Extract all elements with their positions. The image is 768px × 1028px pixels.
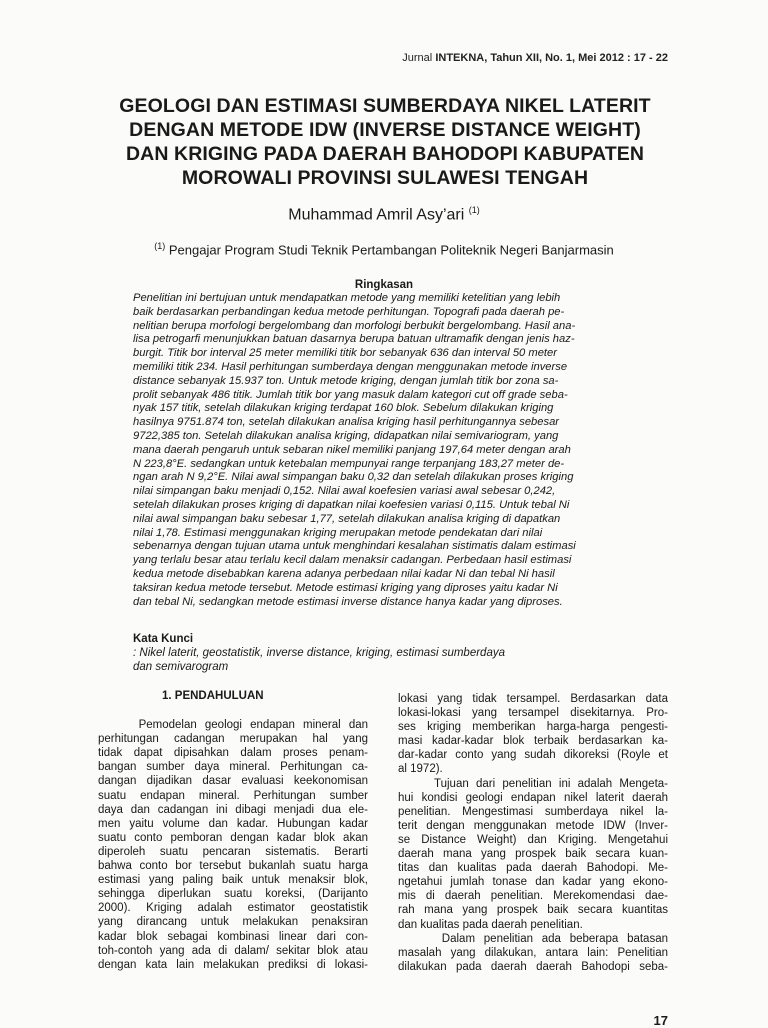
text-line: daya dan cadangan ini dibagi menjadi dua ele- — [98, 803, 368, 816]
text-line: yang terlalu besar atau terlalu kecil dalam menaksir cadangan. Perbedaan hasil estimasi — [133, 554, 572, 567]
section-heading: 1. PENDAHULUAN — [162, 690, 264, 702]
title-line: DENGAN METODE IDW (INVERSE DISTANCE WEIGHT) — [129, 119, 641, 141]
text-line: titas dan kualitas pada daerah Bahodopi. Me- — [398, 862, 668, 875]
text-line: baik berdasarkan perbandingan kedua metode perhitungan. Topografi pada daerah pe- — [133, 305, 565, 318]
text-line: ngetahui jumlah tonase dan kadar yang ekono- — [398, 876, 668, 889]
title-line: GEOLOGI DAN ESTIMASI SUMBERDAYA NIKEL LATERIT — [119, 95, 651, 117]
page-number: 17 — [653, 1013, 668, 1028]
text-line: rah mana yang prospek baik secara kuantitas — [398, 904, 668, 917]
text-line: diperoleh suatu pencaran sistematis. Berarti — [98, 845, 368, 858]
text-line: masi kadar-kadar blok terbaik berdasarkan ka- — [398, 735, 668, 748]
text-line: penelitian. Mengestimasi sumberdaya nikel la- — [398, 805, 668, 818]
text-line: hui kondisi geologi endapan nikel laterit daerah — [398, 791, 668, 804]
text-line: mana daerah pengaruh untuk sebaran nikel memiliki panjang 197,64 meter dengan arah — [133, 443, 571, 456]
text-line: setelah dilakukan proses kriging di dapatkan nilai koefesien variasi 0,115. Untuk tebal Ni — [133, 498, 570, 511]
abstract-heading: Ringkasan — [354, 279, 414, 291]
text-line: ngan arah N 9,2°E. Nilai awal simpangan baku 0,32 dan setelah dilakukan proses kriging — [133, 471, 574, 484]
text-line: nilai awal simpangan baku sebesar 1,77, setelah dilakukan analisa kriging di dapatkan — [133, 512, 561, 525]
text-line: daerah mana yang prospek baik secara kuan- — [398, 848, 668, 861]
text-line: dan kualitas pada daerah penelitian. — [398, 918, 583, 931]
text-line: lokasi-lokasi yang tersampel disekitarnya. Pro- — [398, 707, 668, 720]
text-line: Tujuan dari penelitian ini adalah Mengeta- — [398, 777, 668, 790]
text-line: Pemodelan geologi endapan mineral dan — [98, 719, 368, 732]
text-line: bahwa conto bor tersebut bukanlah suatu harga — [98, 860, 368, 873]
text-line: nelitian berupa morfologi bergelombang dan morfologi berbukit bergelombang. Hasil ana- — [133, 319, 576, 332]
text-line: memiliki titik 234. Hasil perhitungan sumberdaya dengan menggunakan metode inverse — [133, 360, 568, 373]
keywords-label: Kata Kunci — [133, 633, 194, 645]
text-line: dangan dijadikan dasar evaluasi keekonomisan — [98, 775, 368, 788]
text-line: sehingga diperlukan suatu koreksi, (Darijanto — [98, 888, 368, 901]
text-line: nyak 157 titik, setelah dilakukan kriging terdapat 160 blok. Sebelum dilakukan kriging — [133, 402, 554, 415]
text-line: Penelitian ini bertujuan untuk mendapatkan metode yang memiliki ketelitian yang lebih — [133, 292, 561, 304]
text-line: lokasi yang tidak tersampel. Berdasarkan data — [398, 693, 668, 705]
text-line: suatu endapan mineral. Perhitungan sumber — [98, 789, 368, 802]
text-line: suatu conto pemboran dengan kadar blok akan — [98, 831, 368, 844]
text-line: lisa petrogarfi menunjukkan batuan dasarnya berupa batuan ultramafik dengan jenis haz- — [133, 333, 575, 346]
text-line: mis di daerah penelitian. Merekomendasi dae- — [398, 890, 668, 903]
journal-name: INTEKNA, Tahun XII, No. 1, Mei 2012 : 17 - 22 — [435, 52, 668, 64]
paper-title — [90, 94, 680, 190]
text-line: dar-kadar conto yang sudah dikoreksi (Royle et — [398, 749, 668, 762]
right-column — [398, 692, 668, 974]
text-line: estimasi yang paling baik untuk menaksir blok, — [98, 874, 368, 887]
author-mark: (1) — [468, 205, 480, 215]
text-line: toh-contoh yang ada di dalam/ sekitar blok atau — [98, 944, 368, 957]
text-line: 9722,385 ton. Setelah dilakukan analisa kriging, didapatkan nilai semivariogram, yang — [133, 429, 559, 442]
text-line: sebenarnya dengan tujuan utama untuk menghindari kesalahan sistimatis dalam estimasi — [133, 540, 576, 553]
text-line: dan tebal Ni, sedangkan metode estimasi inverse distance hanya kadar yang diproses. — [133, 595, 563, 608]
text-line: dilakukan pada daerah daerah Bahodopi seba- — [398, 960, 668, 973]
left-column — [98, 689, 368, 972]
text-line: taksiran kedua metode tersebut. Metode estimasi kriging yang diproses yaitu kadar Ni — [133, 581, 558, 594]
affiliation — [0, 241, 768, 257]
keywords-line: dan semivarogram — [133, 661, 229, 673]
text-line: nilai 1,78. Estimasi menggunakan kriging merupakan metode pendekatan dari nilai — [133, 526, 543, 539]
journal-header — [402, 52, 668, 64]
text-line: dengan kata lain melakukan prediksi di lokasi- — [98, 958, 368, 971]
author — [0, 205, 768, 224]
text-line: tidak dapat dipisahkan dalam proses penam- — [98, 747, 368, 760]
affiliation-mark: (1) — [154, 241, 166, 251]
left-column-body — [98, 718, 368, 972]
text-line: kedua metode disebabkan karena adanya perbedaan nilai kadar Ni dan tebal Ni hasil — [133, 567, 555, 580]
text-line: hasilnya 9751.874 ton, setelah dilakukan analisa kriging hasil perhitungannya sebesar — [133, 416, 560, 429]
text-line: yang dirancang untuk melakukan penaksiran — [98, 916, 368, 929]
affiliation-text: Pengajar Program Studi Teknik Pertambangan Politeknik Negeri Banjarmasin — [165, 242, 614, 258]
text-line: 2000). Kriging adalah estimator geostatistik — [98, 902, 368, 915]
author-name: Muhammad Amril Asy’ari — [288, 206, 465, 224]
title-line: DAN KRIGING PADA DAERAH BAHODOPI KABUPATEN — [125, 143, 645, 165]
text-line: se Distance Weight) dan Kriging. Mengetahui — [398, 833, 668, 846]
text-line: men yaitu volume dan kadar. Hubungan kadar — [98, 817, 368, 830]
journal-prefix: Jurnal — [402, 52, 436, 64]
keywords-line: : Nikel laterit, geostatistik, inverse distance, kriging, estimasi sumberdaya — [133, 647, 505, 659]
text-line: burgit. Titik bor interval 25 meter memiliki titik bor sebanyak 636 dan interval 50 meter — [133, 347, 557, 360]
text-line: masalah yang dilakukan, antara lain: Penelitian — [398, 946, 668, 959]
text-line: perhitungan cadangan merupakan hal yang — [98, 733, 368, 746]
text-line: terit dengan menggunakan metode IDW (Inver- — [398, 819, 668, 832]
text-line: nilai simpangan baku menjadi 0,152. Nilai awal koefesien variasi awal sebesar 0,242, — [133, 485, 556, 498]
abstract-body — [133, 292, 641, 609]
text-line: Dalam penelitian ada beberapa batasan — [398, 932, 668, 945]
text-line: bangan sumber daya mineral. Perhitungan ca- — [98, 761, 368, 774]
text-line: ses kriging memberikan harga-harga pengesti- — [398, 721, 668, 734]
text-line: prolit sebanyak 486 titik. Jumlah titik bor yang masuk dalam kategori cut off grade seba- — [133, 388, 568, 401]
title-line: MOROWALI PROVINSI SULAWESI TENGAH — [181, 167, 589, 189]
text-line: kadar blok sebagai kombinasi linear dari con- — [98, 930, 368, 943]
keywords — [133, 632, 653, 674]
text-line: N 223,8°E. sedangkan untuk ketebalan mempunyai range terpanjang 183,27 meter de- — [133, 457, 565, 470]
text-line: distance sebanyak 15.937 ton. Untuk metode kriging, dengan jumlah titik bor zona sa- — [133, 374, 559, 387]
text-line: al 1972). — [398, 763, 443, 776]
